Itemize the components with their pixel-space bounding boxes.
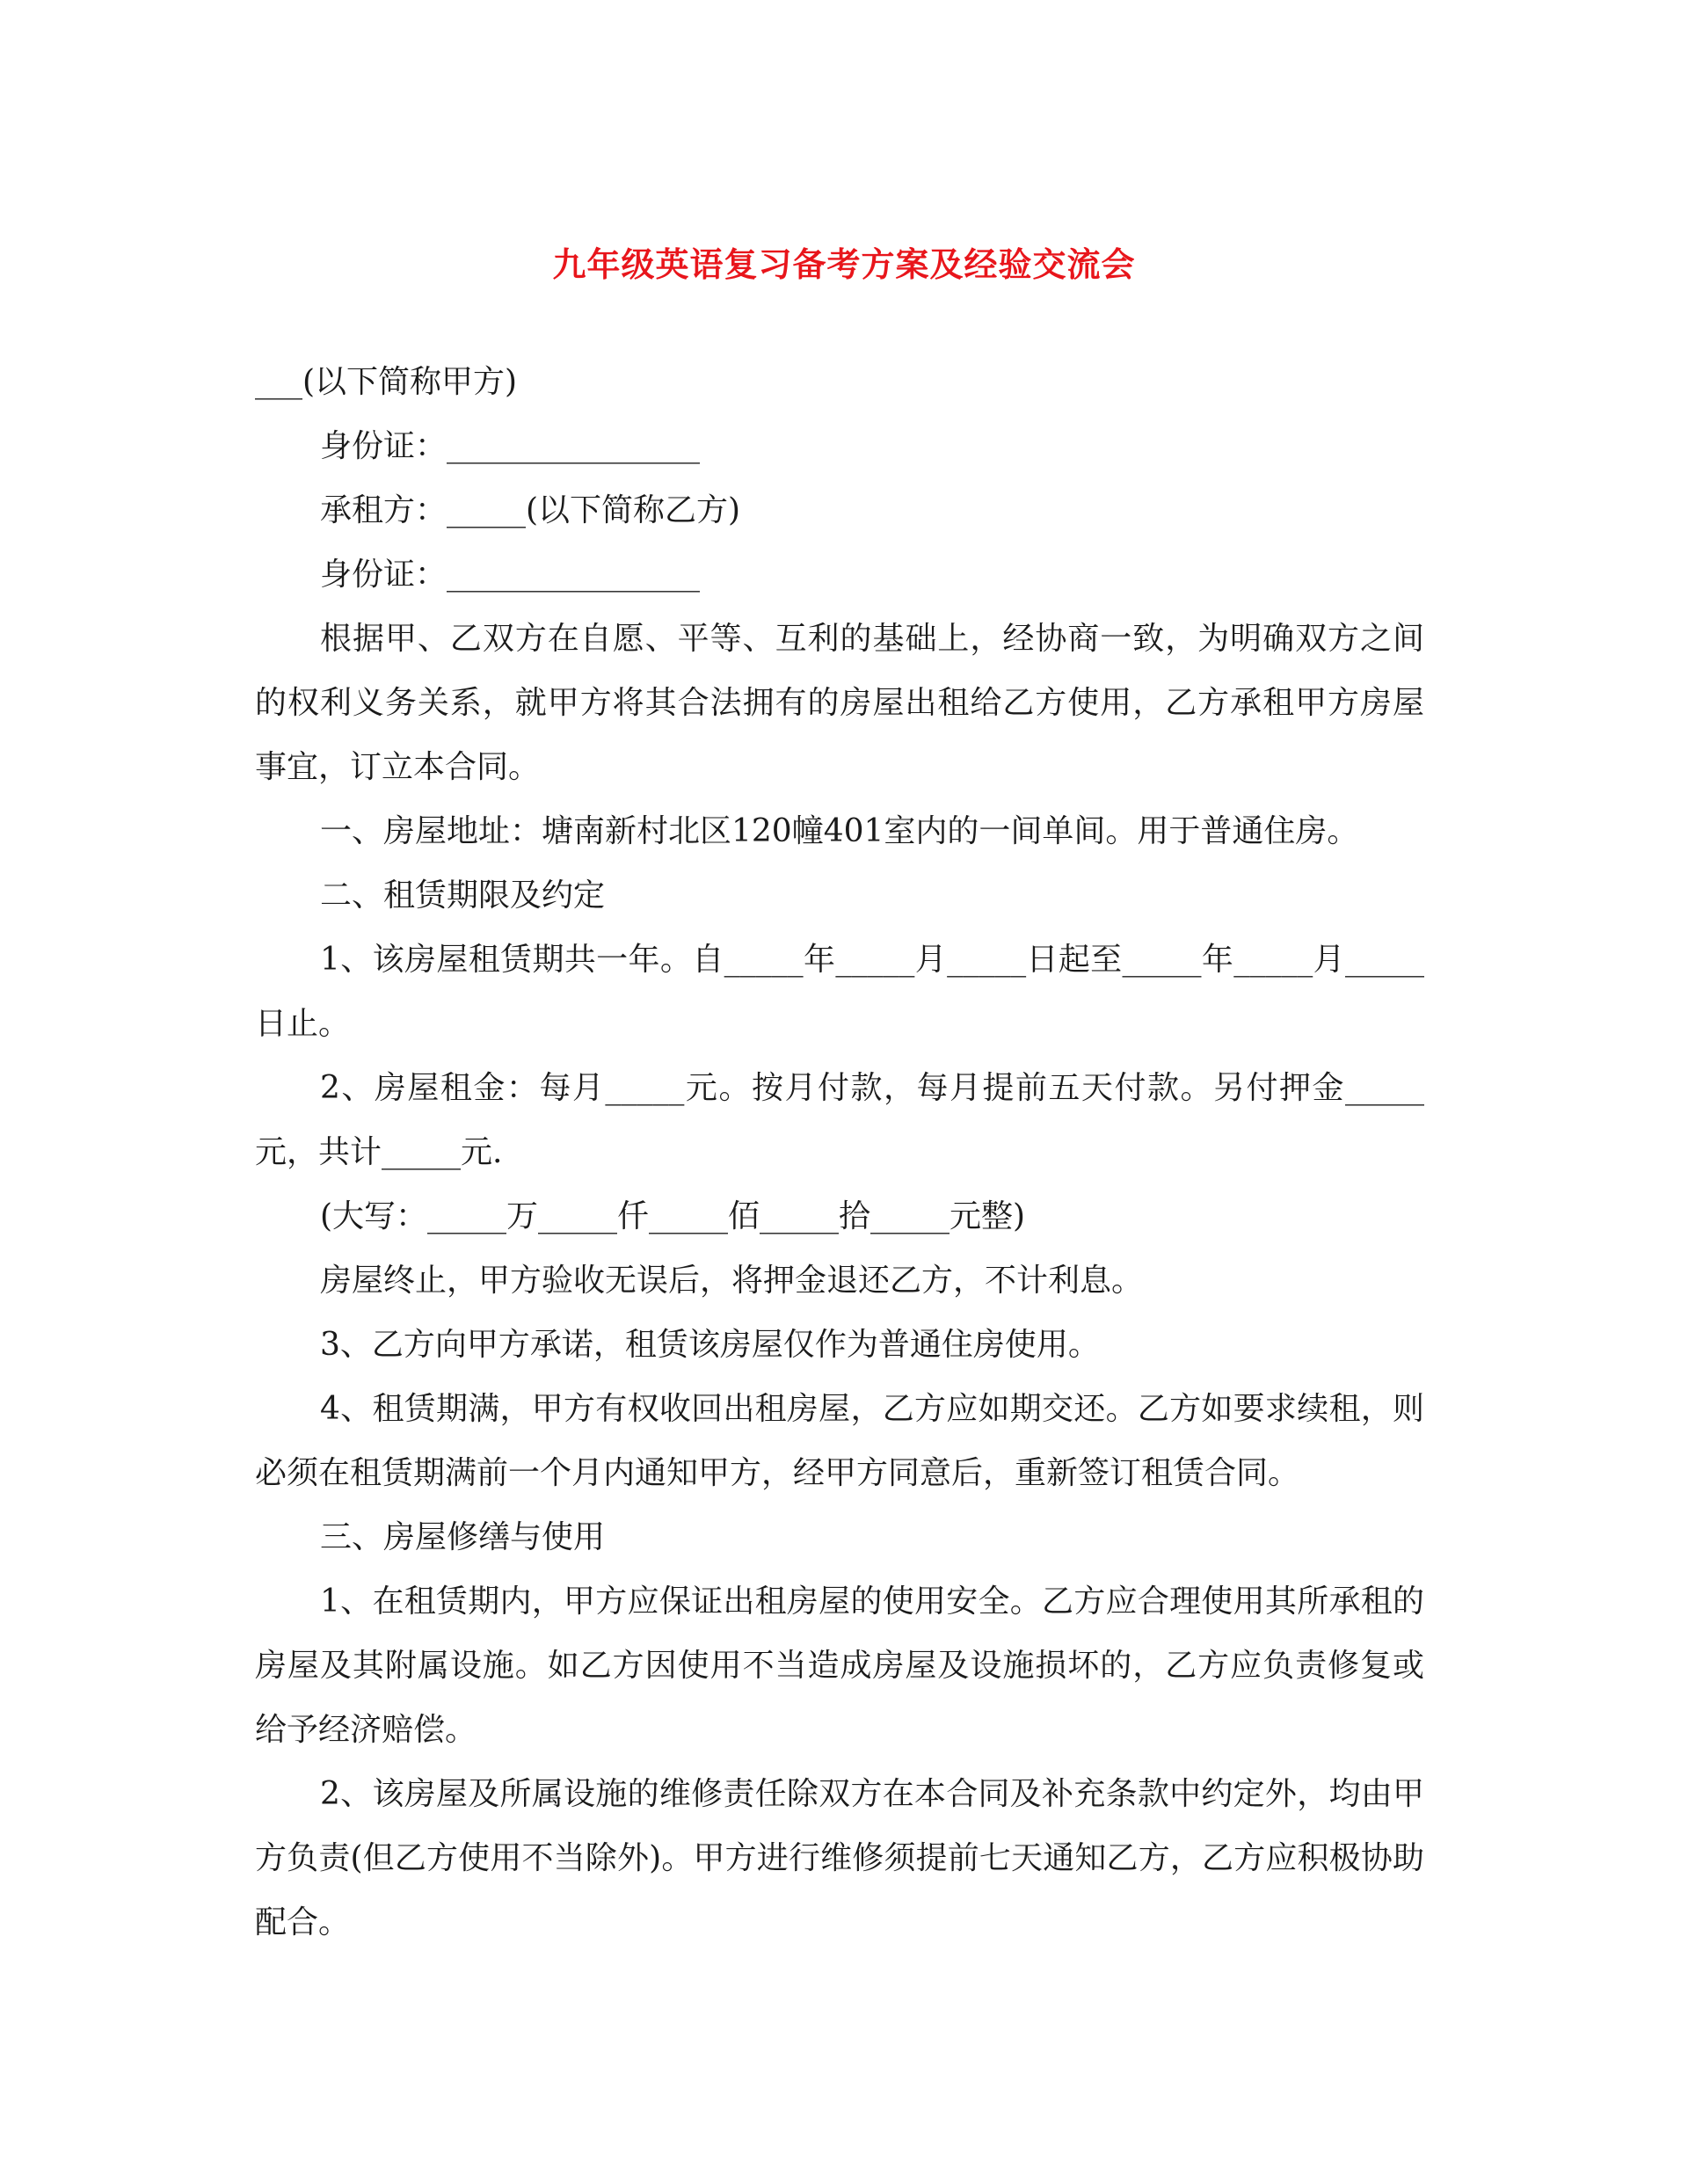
rent-amount-in-words: (大写：_____万_____仟_____佰_____拾_____元整): [320, 1198, 1026, 1234]
clause-2-2-rent: 2、房屋租金：每月_____元。按月付款，每月提前五天付款。另付押金_____元，共计_____元.: [255, 1070, 1424, 1170]
document-body: [255, 350, 1424, 1955]
clause-2-1-term: 1、该房屋租赁期共一年。自_____年_____月_____日起至_____年_____月_____日止。: [255, 942, 1424, 1042]
party-a-line: ___(以下简称甲方): [255, 364, 518, 400]
clause-3-1-safety: 1、在租赁期内，甲方应保证出租房屋的使用安全。乙方应合理使用其所承租的房屋及其附属设施。如乙方因使用不当造成房屋及设施损坏的，乙方应负责修复或给予经济赔偿。: [255, 1583, 1424, 1748]
clause-3-2-maintenance: 2、该房屋及所属设施的维修责任除双方在本合同及补充条款中约定外，均由甲方负责(但乙方使用不当除外)。甲方进行维修须提前七天通知乙方，乙方应积极协助配合。: [255, 1776, 1424, 1940]
party-b-line: 承租方：_____(以下简称乙方): [320, 492, 741, 528]
section-3-heading: 三、房屋修缮与使用: [320, 1519, 606, 1555]
section-2-heading: 二、租赁期限及约定: [320, 877, 606, 914]
preamble-paragraph: 根据甲、乙双方在自愿、平等、互利的基础上，经协商一致，为明确双方之间的权利义务关系，就甲方将其合法拥有的房屋出租给乙方使用，乙方承租甲方房屋事宜，订立本合同。: [255, 621, 1424, 785]
party-b-id-line: 身份证：________________: [320, 557, 701, 593]
section-1-address: 一、房屋地址：塘南新村北区120幢401室内的一间单间。用于普通住房。: [320, 813, 1359, 849]
clause-2-4-renewal: 4、租赁期满，甲方有权收回出租房屋，乙方应如期交还。乙方如要求续租，则必须在租赁期满前一个月内通知甲方，经甲方同意后，重新签订租赁合同。: [255, 1391, 1424, 1491]
deposit-return-clause: 房屋终止，甲方验收无误后，将押金退还乙方，不计利息。: [320, 1263, 1144, 1299]
document-title: 九年级英语复习备考方案及经验交流会: [552, 244, 1136, 285]
clause-2-3-usage: 3、乙方向甲方承诺，租赁该房屋仅作为普通住房使用。: [320, 1327, 1100, 1363]
party-a-id-line: 身份证：________________: [320, 428, 701, 464]
